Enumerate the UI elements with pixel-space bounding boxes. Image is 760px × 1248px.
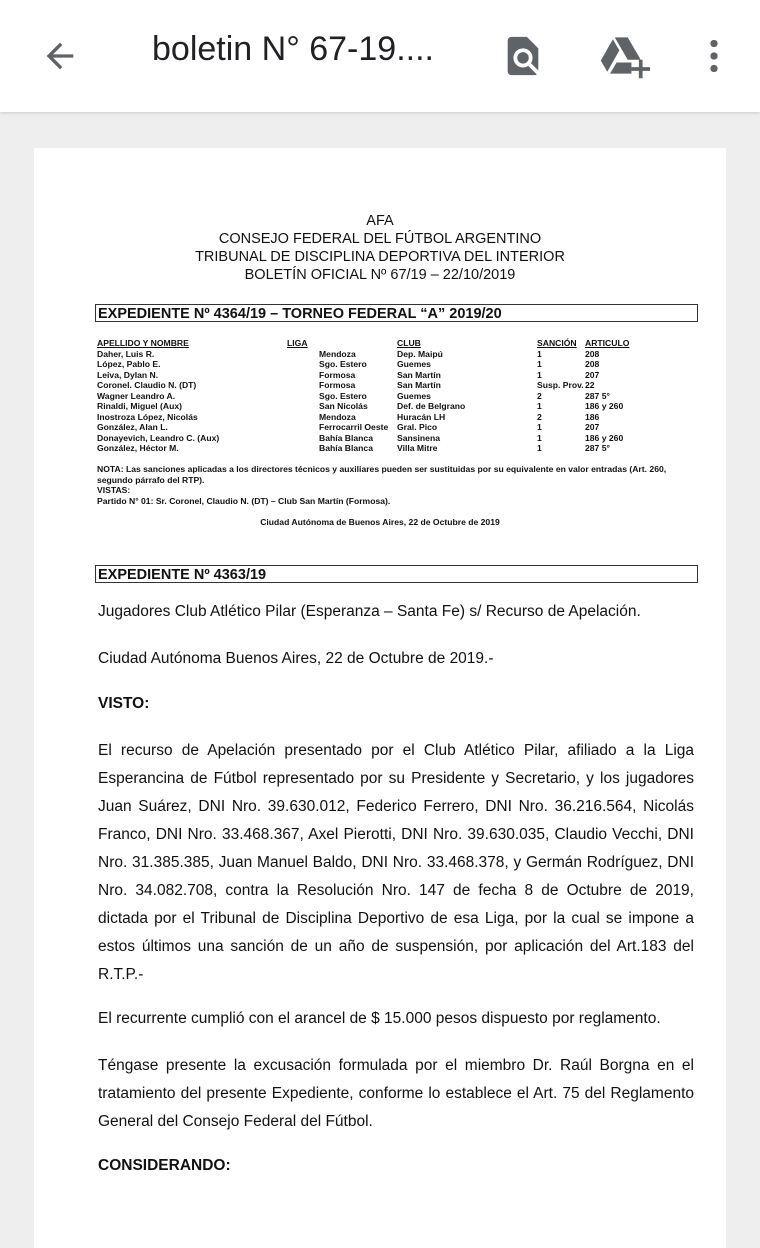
- cell-articulo: 287 5°: [585, 443, 610, 453]
- cell-liga: Mendoza: [319, 348, 356, 359]
- cell-nombre: López, Pablo E.: [97, 359, 161, 369]
- cell-nombre: Inostroza López, Nicolás: [97, 411, 198, 422]
- cell-articulo: 208: [585, 359, 600, 369]
- cell-club: Villa Mitre: [397, 443, 438, 453]
- document-page[interactable]: [34, 148, 726, 1248]
- cell-nombre: Donayevich, Leandro C. (Aux): [97, 432, 220, 443]
- cell-nombre: Rinaldi, Miguel (Aux): [97, 401, 182, 411]
- cell-liga: Bahía Blanca: [319, 443, 373, 453]
- cell-sancion: 1: [537, 359, 542, 369]
- cell-club: Gral. Pico: [397, 422, 438, 432]
- arancel-paragraph: El recurrente cumplió con el arancel de $ 15.000 pesos dispuesto por reglamento.: [98, 1010, 661, 1027]
- cell-articulo: 22: [585, 380, 595, 390]
- header-boletin: BOLETÍN OFICIAL Nº 67/19 – 22/10/2019: [244, 267, 516, 283]
- table-row: [97, 380, 637, 391]
- header-tribunal: TRIBUNAL DE DISCIPLINA DEPORTIVA DEL INTERIOR: [195, 249, 565, 265]
- considerando-heading: CONSIDERANDO:: [98, 1157, 231, 1174]
- vistas-label: VISTAS:: [97, 485, 131, 495]
- table-row: [97, 412, 637, 423]
- cell-liga: San Nicolás: [319, 401, 368, 411]
- excusacion-paragraph: Téngase presente la excusación formulada por el miembro Dr. Raúl Borgna en el tratamiento del presente Expediente, conforme lo establece el Art. 75 del Reglamento General del Consejo Federal del Fútbol.: [98, 1057, 694, 1130]
- cell-nombre: Leiva, Dylan N.: [97, 369, 159, 380]
- col-header-articulo: ARTICULO: [585, 338, 630, 348]
- cell-sancion: 1: [537, 422, 542, 432]
- exp2-date: Ciudad Autónoma Buenos Aires, 22 de Octubre de 2019.-: [98, 650, 494, 667]
- exp2-subject: Jugadores Club Atlético Pilar (Esperanza – Santa Fe) s/ Recurso de Apelación.: [98, 603, 641, 620]
- table-row: [97, 349, 637, 360]
- cell-nombre: González, Alan L.: [97, 422, 168, 432]
- table-row: [97, 433, 637, 444]
- cell-liga: Ferrocarril Oeste: [319, 422, 389, 432]
- cell-sancion: 1: [537, 432, 542, 443]
- add-to-drive-icon: [598, 33, 650, 79]
- cell-articulo: 208: [585, 348, 600, 359]
- more-options-button[interactable]: [688, 30, 740, 82]
- col-header-liga: LIGA: [287, 338, 308, 348]
- header-afa: AFA: [366, 213, 394, 229]
- cell-articulo: 186: [585, 411, 600, 422]
- find-in-page-button[interactable]: [497, 30, 549, 82]
- col-header-club: CLUB: [397, 338, 421, 348]
- cell-articulo: 186 y 260: [585, 432, 624, 443]
- cell-sancion: 1: [537, 443, 542, 453]
- cell-liga: Formosa: [319, 380, 356, 390]
- cell-club: San Martín: [397, 369, 441, 380]
- visto-heading: VISTO:: [98, 695, 150, 712]
- cell-club: Huracán LH: [397, 411, 446, 422]
- table-row: [97, 401, 637, 412]
- cell-liga: Formosa: [319, 369, 356, 380]
- cell-liga: Mendoza: [319, 411, 356, 422]
- table-row: [97, 443, 637, 454]
- cell-sancion: Susp. Prov.: [537, 380, 584, 390]
- header-consejo: CONSEJO FEDERAL DEL FÚTBOL ARGENTINO: [218, 231, 542, 247]
- cell-club: Sansinena: [397, 432, 440, 443]
- back-button[interactable]: [36, 32, 84, 80]
- cell-liga: Sgo. Estero: [319, 390, 367, 401]
- cell-articulo: 287 5°: [585, 390, 610, 401]
- cell-nombre: Daher, Luis R.: [97, 348, 155, 359]
- cell-sancion: 1: [537, 348, 542, 359]
- sanctions-table: [97, 338, 637, 454]
- cell-sancion: 1: [537, 369, 542, 380]
- add-to-drive-button[interactable]: [598, 30, 650, 82]
- cell-articulo: 207: [585, 369, 600, 380]
- find-in-page-icon: [500, 33, 546, 79]
- col-header-sancion: SANCIÓN: [537, 338, 577, 348]
- table-row: [97, 391, 637, 402]
- cell-liga: Bahía Blanca: [319, 432, 373, 443]
- cell-sancion: 2: [537, 390, 542, 401]
- app-bar: [0, 0, 760, 112]
- cell-club: San Martín: [397, 380, 441, 390]
- cell-club: Dep. Maipú: [397, 348, 443, 359]
- expediente-4364-title: EXPEDIENTE Nº 4364/19 – TORNEO FEDERAL “A” 2019/20: [95, 304, 698, 322]
- col-header-nombre: APELLIDO Y NOMBRE: [97, 338, 189, 348]
- cell-sancion: 2: [537, 411, 542, 422]
- cell-sancion: 1: [537, 401, 542, 411]
- table-header-row: [97, 338, 637, 349]
- cell-articulo: 207: [585, 422, 600, 432]
- cell-club: Guemes: [397, 390, 431, 401]
- table-row: [97, 359, 637, 370]
- more-vert-icon: [694, 34, 734, 78]
- cell-club: Guemes: [397, 359, 431, 369]
- cell-liga: Sgo. Estero: [319, 359, 367, 369]
- cell-nombre: Coronel. Claudio N. (DT): [97, 380, 197, 390]
- vistas-text: Partido N° 01: Sr. Coronel, Claudio N. (DT) – Club San Martín (Formosa).: [97, 496, 391, 506]
- cell-nombre: González, Héctor M.: [97, 443, 179, 453]
- cell-articulo: 186 y 260: [585, 401, 624, 411]
- expediente-4363-title: EXPEDIENTE Nº 4363/19: [95, 565, 698, 583]
- cell-nombre: Wagner Leandro A.: [97, 390, 176, 401]
- sanctions-body: [97, 349, 637, 454]
- exp1-date-line: Ciudad Autónoma de Buenos Aires, 22 de Octubre de 2019: [260, 517, 500, 527]
- nota-text: NOTA: Las sanciones aplicadas a los directores técnicos y auxiliares pueden ser sustituidas por su equivalente en valor entradas (Art. 260, segundo párrafo del RTP).: [97, 464, 667, 485]
- document-title: boletin N° 67-19....: [152, 30, 434, 68]
- table-row: [97, 422, 637, 433]
- table-row: [97, 370, 637, 381]
- visto-paragraph: El recurso de Apelación presentado por el Club Atlético Pilar, afiliado a la Liga Esperancina de Fútbol representado por su Presidente y Secretario, y los jugadores Juan Suárez, DNI Nro. 39.630.012, Federico Ferrero, DNI Nro. 36.216.564, Nicolás Franco, DNI Nro. 33.468.367, Axel Pierotti, DNI Nro. 39.630.035, Claudio Vecchi, DNI Nro. 31.385.385, Juan Manuel Baldo, DNI Nro. 33.468.378, y Germán Rodríguez, DNI Nro. 34.082.708, contra la Resolución Nro. 147 de fecha 8 de Octubre de 2019, dictada por el Tribunal de Disciplina Deportivo de esa Liga, por la cual se impone a estos últimos una sanción de un año de suspensión, por aplicación del Art.183 del R.T.P.-: [98, 742, 694, 983]
- cell-club: Def. de Belgrano: [397, 401, 466, 411]
- arrow-left-icon: [40, 36, 80, 76]
